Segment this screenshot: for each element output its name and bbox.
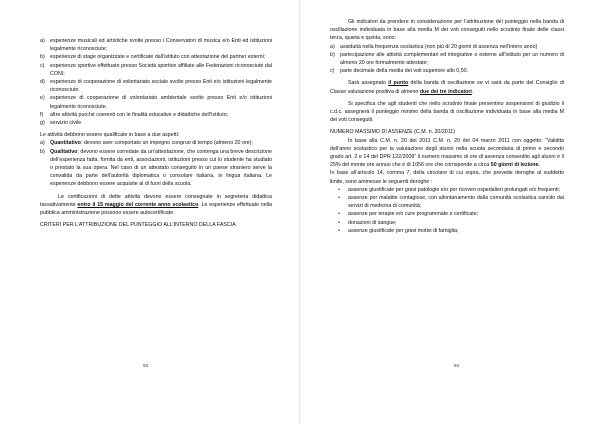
bullet-icon: • — [338, 219, 340, 226]
bullet-icon: • — [338, 211, 340, 218]
list-item: c) esperienze sportive effettuate presso Società sportive affiliate alle Federazioni riconosciute dal CONI; — [40, 62, 272, 77]
aspect-item: b) Qualitativo: devono essere corredate da un’attestazione, che contenga una breve descrizione dell’esperienza fatta, fornita da enti, associazioni, istituzioni presso cui lo studente ha studiato o prestato la sua opera. Nel caso di un attestato conseguito in un paese straniero serve la convalida da parte dell’autorità diplomatica o consolare italiana, in lingua italiana. Le esperienze debbono essere acquisite al di fuori della scuola. — [40, 148, 272, 188]
criteria-heading: CRITERI PER L’ATTRIBUZIONE DEL PUNTEGGIO ALL’INTERNO DELLA FASCIA — [40, 222, 236, 229]
page-number: 94 — [454, 363, 460, 368]
aspects-intro: Le attività debbono essere qualificate in base a due aspetti: — [40, 132, 180, 139]
indicator-item: b) partecipazione alle attività complementari ed integrative o esterne all’Istituto per un numero di almeno 20 ore formalmente attestate; — [330, 51, 564, 67]
band-paragraph: Sarà assegnato il punto della banda di oscillazione se vi sarà da parte del Consiglio di Classe valutazione positiva di almeno due dei tre indicatori. — [330, 80, 564, 95]
indicator-item: c) parte decimale della media dei voti superiore allo 0,50. — [330, 68, 469, 75]
absence-heading: NUMERO MASSIMO DI ASSENZE (C.M. n. 20/2011) — [330, 129, 455, 136]
indicators-intro: Gli indicatori da prendere in considerazione per l’attribuzione del punteggio nella banda di oscillazione individuata in base alla media M dei voti conseguiti nello scrutinio finale delle classi terza, quarta e quinta, sono: — [330, 19, 564, 42]
bullet-icon: • — [338, 195, 340, 202]
aspect-item: a) Quantitativo: devono aver comportato un impegno congruo di tempo (almeno 20 ore); — [40, 140, 253, 147]
list-item: e) esperienze di cooperazione di volontariato ambientale svolte presso Enti e/o istituzioni legalmente riconosciute. — [40, 95, 272, 110]
indicator-item: a) assiduità nella frequenza scolastica (non più di 20 giorni di assenza nell’intero anno) — [330, 43, 538, 50]
left-page-text — [40, 37, 272, 229]
derogation-item: • assenze per malattie contagiose, con allontanamento dalla comunità scolastica sancito dai servizi di medicina di comunità; — [338, 195, 564, 210]
derogation-item: • donazioni di sangue; — [338, 219, 397, 226]
list-item: d) esperienze di cooperazione di volontariato sociale svolte presso Enti e/o istituzioni legalmente riconosciute. — [40, 79, 272, 94]
derogation-item: • assenze per terapie e/o cure programmate e certificate; — [338, 211, 479, 218]
certification-paragraph: Le certificazioni di dette attività devono essere consegnate in segreteria didattica tassativamente entro il 15 maggio del corrente anno scolastico. Le esperienze effettuate nella pubblica amministrazione possono essere autocertificate. — [40, 193, 272, 217]
derogation-item: • assenze giustificate per gravi motivi di famiglia; — [338, 227, 459, 234]
bullet-icon: • — [338, 227, 340, 234]
page-number: 93 — [143, 363, 149, 368]
cm-paragraph: In base alla C.M. n. 20 del 2011 C.M. n. 20 del 04 marzo 2011 con oggetto: “Validità dell’anno scolastico per la valutazione degli alunni nella scuola secondaria di primo e secondo grado art. 2 e 14 del DPR 122/2009” il numero massimo di ore di assenza consentito agli alunni è il 25% del monte ore annuo che è di 1056 ore che corrisponde a circa 50 giorni di lezione. — [330, 137, 564, 169]
list-item: b) esperienze di stage organizzate e certificate dall’istituto con attestazione del partner esterni; — [40, 54, 266, 61]
article-paragraph: In base all’articolo 14, comma 7, della circolare di cui sopra, che prevede deroghe al suddetto limite, sono ammesse le seguenti deroghe : — [330, 170, 564, 185]
right-page — [300, 0, 600, 424]
derogation-item: • assenze giustificate per gravi patologie e/o per ricoveri ospedalieri prolungati e/o frequenti; — [338, 186, 560, 193]
list-item: g) servizio civile — [40, 120, 82, 127]
list-item: a) esperienze musicali ed artistiche svolte presso i Conservatori di musica e/o Enti ed istituzioni legalmente riconosciute; — [40, 38, 272, 53]
bullet-icon: • — [338, 186, 340, 193]
list-item: f) altre attività purché coerenti con le finalità educative e didattiche dell’Istituto; — [40, 111, 229, 118]
right-page-text — [330, 18, 564, 235]
specify-paragraph: Si specifica che agli studenti che nello scrutinio finale presentino sospensioni di giudizio il c.d.c. assegnerà il punteggio minimo della banda di oscillazione individuata in base alla media M dei voti conseguiti. — [330, 100, 564, 124]
